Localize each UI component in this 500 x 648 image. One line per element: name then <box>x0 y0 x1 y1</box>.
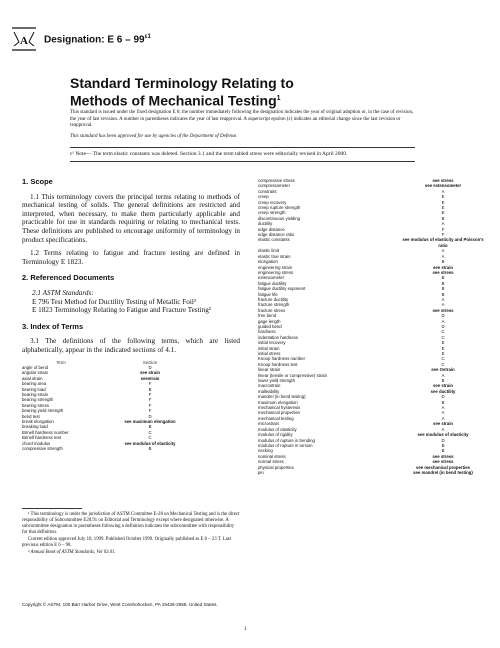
section-heading-index: 3. Index of Terms <box>22 321 84 331</box>
term-row <box>22 446 240 451</box>
term-section: F <box>148 391 152 397</box>
term-name: bearing yield strength <box>22 408 64 414</box>
term-name: fatigue ductility <box>258 280 287 286</box>
term-section: F <box>441 226 445 232</box>
term-section: E <box>441 199 445 205</box>
term-name: linear (tensile or compressive) strain <box>258 372 328 378</box>
term-section: see strain <box>139 370 161 376</box>
term-section: see strain <box>432 383 454 389</box>
term-name: bearing stress <box>22 402 49 408</box>
term-name: creep recovery <box>258 199 287 205</box>
term-row <box>258 237 488 248</box>
divider <box>70 161 415 162</box>
term-name: breaking load <box>22 424 48 430</box>
term-section: A <box>441 188 445 194</box>
term-name: mandrel (in bend testing) <box>258 394 306 400</box>
term-row <box>258 470 488 475</box>
intro-paragraph: This standard is issued under the fixed designation E 6; the number immediately following the designation indicates the year of original adoption or, in the case of revision, the year of last revision. A number in parentheses indicates the year of last reapproval. A superscript epsilon (ε) indicates an editorial change since the last revision or reapproval. <box>70 110 414 128</box>
title-sup: 1 <box>276 95 281 102</box>
ref-2-1: 2.1 ASTM Standards: <box>32 288 94 297</box>
term-section: C <box>148 435 152 441</box>
document-title <box>70 75 294 109</box>
term-name: pin <box>258 469 264 475</box>
footnotes <box>22 512 240 557</box>
designation-text: Designation: E 6 – 99 <box>44 34 145 46</box>
term-name: break elongation <box>22 418 54 424</box>
term-header: Term <box>56 359 66 365</box>
term-name: elastic limit <box>258 248 280 254</box>
term-name: gage length <box>258 318 281 324</box>
term-name: fracture ductility <box>258 296 289 302</box>
term-section: B <box>148 386 152 392</box>
footnote-2: ² Annual Book of ASTM Standards, Vol 03.01. <box>28 550 116 555</box>
designation-sup: ε1 <box>144 34 151 40</box>
term-section: C <box>441 361 445 367</box>
term-section: A <box>441 426 445 432</box>
term-name: edge distance <box>258 226 285 232</box>
term-name: initial strain <box>258 345 280 351</box>
term-name: malleability <box>258 388 280 394</box>
term-section: B <box>441 442 445 448</box>
term-section: C <box>441 356 445 362</box>
term-name: creep rupture strength <box>258 205 301 211</box>
term-name: fatigue life <box>258 291 278 297</box>
term-section: see modulus of elasticity and Poisson's ratio <box>402 237 484 248</box>
term-table-left <box>22 360 240 452</box>
term-name: bearing strength <box>22 397 54 403</box>
term-section: F <box>148 408 152 414</box>
term-name: necking <box>258 448 273 454</box>
term-section: see stress <box>432 459 454 465</box>
term-name: microstrain <box>258 421 280 427</box>
term-section: A <box>441 318 445 324</box>
term-section: B <box>441 215 445 221</box>
scope-1-2: 1.2 Terms relating to fatigue and fracture testing are defined in Terminology E 1823. <box>22 249 240 266</box>
term-section: A <box>441 296 445 302</box>
term-name: discontinuous yielding <box>258 215 301 221</box>
term-section: F <box>148 397 152 403</box>
term-name: mechanical testing <box>258 415 294 421</box>
term-section: F <box>441 232 445 238</box>
term-section: see strain <box>432 421 454 427</box>
copyright: Copyright © ASTM, 100 Barr Harbor Drive, West Conshohocken, PA 19428-2959, United States. <box>22 602 218 607</box>
ref-e1823: E 1823 Terminology Relating to Fatigue and Fracture Testing² <box>32 306 211 315</box>
term-section: see stress <box>432 453 454 459</box>
term-name: elastic true strain <box>258 253 291 259</box>
term-section: F <box>148 381 152 387</box>
section-heading-scope: 1. Scope <box>22 177 53 186</box>
term-name: ductility <box>258 221 273 227</box>
term-section: E <box>441 345 445 351</box>
term-name: guided bend <box>258 323 282 329</box>
term-name: angle of bend <box>22 364 49 370</box>
term-section: D <box>441 313 445 319</box>
term-section: see stress <box>432 307 454 313</box>
term-section: see modulus of elasticity <box>417 432 469 438</box>
term-name: maximum elongation <box>258 399 298 405</box>
epsilon-note: ε¹ Note— The term elastic constants was deleted. Section 3.1 and the term tabled stress were editorially revised in April 2000. <box>70 151 348 157</box>
term-name: indentation hardness <box>258 334 298 340</box>
term-name: physical properties <box>258 464 294 470</box>
term-name: linear strain <box>258 367 281 373</box>
term-section: A <box>441 405 445 411</box>
term-section: A <box>441 221 445 227</box>
term-section: D <box>441 323 445 329</box>
term-name: hardness <box>258 329 276 335</box>
term-name: normal stress <box>258 459 284 465</box>
term-name: engineering stress <box>258 269 294 275</box>
term-section: see Ostrain <box>431 367 455 373</box>
term-name: creep strength <box>258 210 286 216</box>
term-section: B <box>441 275 445 281</box>
term-section: A <box>441 372 445 378</box>
term-section: see strain <box>432 264 454 270</box>
section-header: Section <box>142 359 158 365</box>
term-section: B <box>148 446 152 451</box>
term-name: edge distance ratio <box>258 232 295 238</box>
term-name: initial recovery <box>258 340 286 346</box>
term-section: B <box>441 399 445 405</box>
term-name: nominal stress <box>258 453 286 459</box>
term-section: B <box>441 378 445 384</box>
footnote-1b: Current edition approved July 10, 1999. Published October 1999. Originally published as E 6 – 23 T. Last previous edition E 6 – 98. <box>22 537 231 548</box>
term-section: seestrain <box>140 375 160 381</box>
dod-approval: This standard has been approved for use by agencies of the Department of Defense. <box>70 133 238 139</box>
term-name: mechanical hysteresis <box>258 405 301 411</box>
section-heading-references: 2. Referenced Documents <box>22 273 115 283</box>
term-name: mechanical properties <box>258 410 301 416</box>
term-section: E <box>441 351 445 356</box>
term-name: axial strain <box>22 375 43 381</box>
term-name: compressive strength <box>22 446 63 451</box>
term-name: modulus of elasticity <box>258 426 297 432</box>
term-name: angular strain <box>22 370 49 376</box>
term-section: see modulus of elasticity <box>124 440 176 446</box>
term-name: fracture strength <box>258 302 290 308</box>
term-name: macrostrain <box>258 383 281 389</box>
intro-block <box>70 110 415 144</box>
term-section: B <box>148 424 152 430</box>
term-name: elastic constants <box>258 237 290 243</box>
term-section: D <box>441 437 445 443</box>
term-name: modulus of rupture in torsion <box>258 442 313 448</box>
term-name: lower yield strength <box>258 378 296 384</box>
term-name: free bend <box>258 313 277 319</box>
astm-logo <box>10 22 38 56</box>
term-name: bearing strain <box>22 391 49 397</box>
term-name: constraint <box>258 188 277 194</box>
term-section: see ductility <box>430 388 456 394</box>
term-section: D <box>148 413 152 419</box>
term-section: B <box>441 286 445 292</box>
term-name: chord modulus <box>22 440 51 446</box>
term-section: see mandrel (in bend testing) <box>413 469 473 475</box>
term-section: B <box>441 291 445 297</box>
term-name: compressive stress <box>258 178 295 183</box>
term-name: modulus of rupture in bending <box>258 437 315 443</box>
term-section: see stress <box>432 269 454 275</box>
scope-1-1: 1.1 This terminology covers the principal terms relating to methods of mechanical testing of solids. The general definitions are restricted and interpreted, when necessary, to make them particularly applicable and practicable for use in standards requiring or relating to mechanical tests. These definitions are published to encourage uniformity of terminology in product specifications. <box>22 192 240 244</box>
term-name: bearing area <box>22 381 47 387</box>
term-section: A <box>441 302 445 308</box>
term-section: C <box>441 334 445 340</box>
term-section: see mechanical properties <box>416 464 470 470</box>
term-section: see stress <box>432 178 454 183</box>
divider <box>70 147 415 148</box>
term-name: elongation <box>258 259 278 265</box>
term-name: fracture stress <box>258 307 286 313</box>
term-section: F <box>148 402 152 408</box>
footnote-1: ¹ This terminology is under the jurisdiction of ASTM Committee E-28 on Mechanical Testing and is the direct responsibility of Subcommittee E28.91 on Editorial and Terminology except where designated otherwise. A subcommittee designation in parentheses following a definition indicates the subcommittee with responsibility for that definition. <box>22 512 240 535</box>
term-name: extensometer <box>258 275 285 281</box>
title-line-2: Methods of Mechanical Testing <box>70 92 277 109</box>
term-section: E <box>441 340 445 346</box>
term-section: E <box>441 194 445 200</box>
term-name: Knoop hardness number <box>258 356 306 362</box>
left-column <box>22 178 240 451</box>
term-name: Brinell hardness number <box>22 429 69 435</box>
term-section: C <box>148 429 152 435</box>
term-name: compressometer <box>258 183 290 189</box>
term-section: E <box>441 210 445 216</box>
term-name: initial stress <box>258 351 281 356</box>
term-name: bend test <box>22 413 40 419</box>
term-name: engineering strain <box>258 264 293 270</box>
term-section: B <box>441 280 445 286</box>
term-name: modulus of rigidity <box>258 432 293 438</box>
title-line-1: Standard Terminology Relating to <box>70 75 294 91</box>
term-section: D <box>441 394 445 400</box>
term-name: Brinell hardness test <box>22 435 61 441</box>
term-name: fatigue ductility exponent <box>258 286 306 292</box>
index-3-1: 3.1 The definitions of the following terms, which are listed alphabetically, appear in the indicated sections of 4.1. <box>22 337 240 354</box>
page-number: 1 <box>244 626 247 632</box>
term-section: B <box>441 259 445 265</box>
term-section: A <box>441 410 445 416</box>
ref-e796: E 796 Test Method for Ductility Testing of Metallic Foil² <box>32 297 196 306</box>
term-name: bearing load <box>22 386 46 392</box>
footnote-rule <box>22 508 82 509</box>
term-section: A <box>441 248 445 254</box>
term-section: A <box>441 415 445 421</box>
right-column-terms <box>258 178 488 475</box>
term-section: see extensometer <box>424 183 462 189</box>
term-section: D <box>148 364 152 370</box>
term-section: E <box>441 205 445 211</box>
svg-text:A: A <box>20 35 28 47</box>
term-section: see maximum elongation <box>124 418 176 424</box>
term-name: creep <box>258 194 269 200</box>
term-section: C <box>441 329 445 335</box>
designation <box>44 34 151 45</box>
term-section: A <box>441 253 445 259</box>
term-name: Knoop hardness test <box>258 361 298 367</box>
term-section: B <box>441 448 445 454</box>
